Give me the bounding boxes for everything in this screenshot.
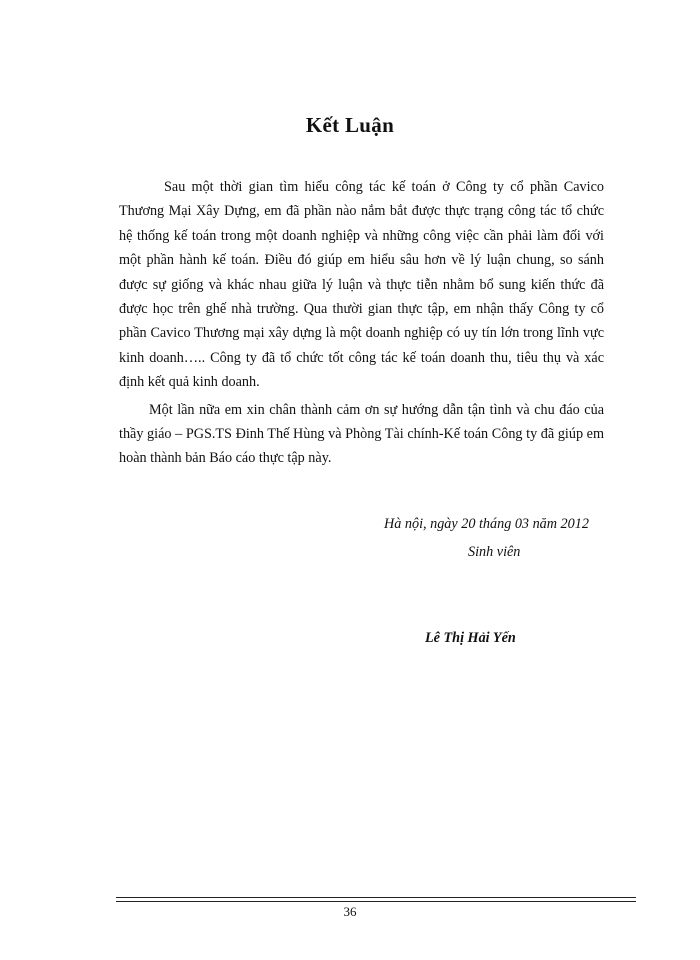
body-text xyxy=(119,175,604,471)
paragraph-2: Một lần nữa em xin chân thành cảm ơn sự hướng dẫn tận tình và chu đáo của thầy giáo – PGS.TS Đinh Thế Hùng và Phòng Tài chính-Kế toán Công ty đã giúp em hoàn thành bản Báo cáo thực tập này. xyxy=(119,401,604,467)
signature-name: Lê Thị Hải Yến xyxy=(425,630,516,646)
signature-role: Sinh viên xyxy=(468,544,521,560)
footer-divider-thin xyxy=(116,901,636,902)
page-number: 36 xyxy=(343,904,357,919)
signature-place-date: Hà nội, ngày 20 tháng 03 năm 2012 xyxy=(384,516,589,532)
page-title: Kết Luận xyxy=(305,113,395,137)
footer-divider-thick xyxy=(116,897,636,898)
paragraph-1: Sau một thời gian tìm hiểu công tác kế toán ở Công ty cổ phần Cavico Thương Mại Xây Dựng, em đã phần nào nắm bắt được thực trạng công tác tổ chức hệ thống kế toán trong một doanh nghiệp và những công việc cần phải làm đối với một phần hành kế toán. Điều đó giúp em hiểu sâu hơn về lý luận chung, so sánh được sự giống và khác nhau giữa lý luận và thực tiễn nhằm bổ sung kiến thức đã được học trên ghế nhà trường. Qua thười gian thực tập, em nhận thấy Công ty cổ phần Cavico Thương mại xây dựng là một doanh nghiệp có uy tín lớn trong lĩnh vực kinh doanh….. Công ty đã tổ chức tốt công tác kế toán doanh thu, tiêu thụ và xác định kết quả kinh doanh. xyxy=(119,179,604,391)
